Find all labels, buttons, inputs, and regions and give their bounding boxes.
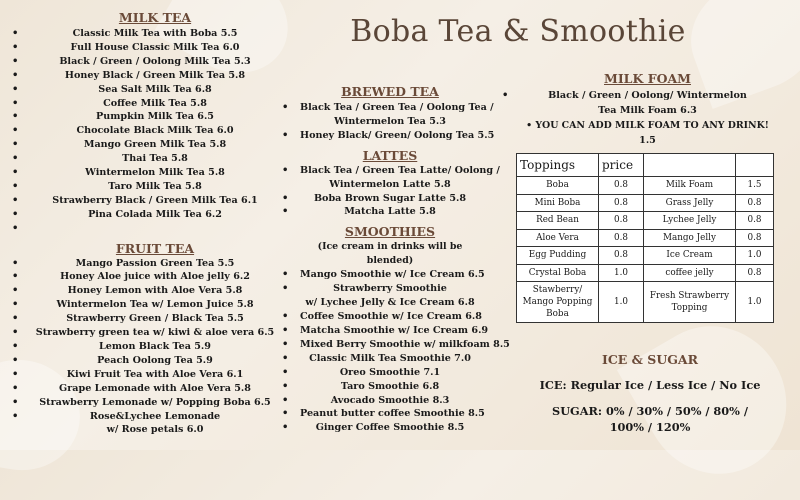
menu-item: • Honey Aloe juice with Aloe jelly 6.2 bbox=[30, 270, 280, 284]
menu-item: • Chocolate Black Milk Tea 6.0 bbox=[30, 124, 280, 138]
menu-item bbox=[300, 282, 480, 310]
topping-name bbox=[644, 282, 736, 323]
brewed-tea-list bbox=[300, 101, 495, 143]
menu-item: • Strawberry Green / Black Tea 5.5 bbox=[30, 312, 280, 326]
table-row bbox=[517, 212, 774, 230]
menu-item: • Matcha Smoothie w/ Ice Cream 6.9 bbox=[300, 324, 480, 338]
menu-item-line: Wintermelon Tea 5.3 bbox=[334, 115, 446, 127]
menu-item: • Wintermelon Tea w/ Lemon Juice 5.8 bbox=[30, 298, 280, 312]
milk-foam-section bbox=[520, 71, 775, 148]
topping-name: Mini Boba bbox=[517, 194, 599, 212]
petal-decoration bbox=[617, 300, 800, 500]
milk-foam-heading: MILK FOAM bbox=[604, 71, 691, 86]
menu-item: • Matcha Latte 5.8 bbox=[300, 205, 480, 219]
topping-name-line: Fresh Strawberry bbox=[649, 291, 730, 301]
topping-price: 0.8 bbox=[599, 177, 644, 195]
topping-name: coffee jelly bbox=[644, 264, 736, 282]
menu-item: • Classic Milk Tea Smoothie 7.0 bbox=[300, 352, 480, 366]
topping-name-line: Boba bbox=[546, 309, 569, 319]
menu-item: • Mixed Berry Smoothie w/ milkfoam 8.5 bbox=[300, 338, 480, 352]
menu-item: • Honey Black / Green Milk Tea 5.8 bbox=[30, 69, 280, 83]
menu-item: • Wintermelon Milk Tea 5.8 bbox=[30, 166, 280, 180]
table-row bbox=[517, 282, 774, 323]
lattes-list bbox=[300, 164, 500, 220]
toppings-header: Toppings bbox=[517, 154, 599, 177]
topping-price: 1.0 bbox=[736, 247, 774, 265]
menu-item: • Coffee Milk Tea 5.8 bbox=[30, 97, 280, 111]
milk-tea-list bbox=[30, 27, 280, 236]
topping-name: Boba bbox=[517, 177, 599, 195]
menu-item-line: Tea Milk Foam 6.3 bbox=[598, 104, 697, 116]
menu-item: • Strawberry Black / Green Milk Tea 6.1 bbox=[30, 194, 280, 208]
topping-price: 0.8 bbox=[736, 194, 774, 212]
smoothies-heading: SMOOTHIES bbox=[344, 224, 436, 240]
table-row bbox=[517, 194, 774, 212]
topping-name bbox=[517, 282, 599, 323]
table-row bbox=[517, 177, 774, 195]
topping-name: Ice Cream bbox=[644, 247, 736, 265]
menu-item: • Oreo Smoothie 7.1 bbox=[300, 366, 480, 380]
topping-name-line: Topping bbox=[671, 303, 708, 313]
topping-name: Egg Pudding bbox=[517, 247, 599, 265]
milk-foam-note: • YOU CAN ADD MILK FOAM TO ANY DRINK! bbox=[526, 120, 769, 131]
topping-name: Grass Jelly bbox=[644, 194, 736, 212]
topping-price: 1.0 bbox=[599, 264, 644, 282]
menu-item: • Peach Oolong Tea 5.9 bbox=[30, 354, 280, 368]
empty-header bbox=[736, 154, 774, 177]
menu-item-line: • Strawberry Smoothie bbox=[333, 283, 447, 295]
menu-item: • Ginger Coffee Smoothie 8.5 bbox=[300, 421, 480, 435]
lattes-heading: LATTES bbox=[362, 147, 418, 163]
menu-item-line: w/ Rose petals 6.0 bbox=[106, 424, 204, 436]
smoothies-list bbox=[300, 268, 510, 435]
menu-item: • Grape Lemonade with Aloe Vera 5.8 bbox=[30, 382, 280, 396]
menu-item: • Thai Tea 5.8 bbox=[30, 152, 280, 166]
topping-name: Crystal Boba bbox=[517, 264, 599, 282]
menu-item bbox=[30, 222, 280, 236]
menu-item: • Boba Brown Sugar Latte 5.8 bbox=[300, 192, 480, 206]
sugar-options-line2: 100% / 120% bbox=[609, 420, 691, 434]
table-row bbox=[517, 247, 774, 265]
menu-item: • Strawberry Lemonade w/ Popping Boba 6.5 bbox=[30, 396, 280, 410]
menu-item: • Sea Salt Milk Tea 6.8 bbox=[30, 83, 280, 97]
menu-item bbox=[30, 410, 280, 438]
topping-name: Lychee Jelly bbox=[644, 212, 736, 230]
left-column bbox=[30, 0, 280, 437]
ice-options: ICE: Regular Ice / Less Ice / No Ice bbox=[539, 378, 761, 392]
brewed-tea-heading: BREWED TEA bbox=[341, 84, 439, 99]
topping-price: 0.8 bbox=[599, 212, 644, 230]
smoothies-note: (Ice cream in drinks will be blended) bbox=[317, 241, 463, 267]
topping-price: 0.8 bbox=[736, 212, 774, 230]
menu-item bbox=[520, 89, 775, 118]
menu-item: • Mango Smoothie w/ Ice Cream 6.5 bbox=[300, 268, 480, 282]
topping-name: Milk Foam bbox=[644, 177, 736, 195]
price-header: price bbox=[599, 154, 644, 177]
topping-price: 1.5 bbox=[736, 177, 774, 195]
table-row bbox=[517, 229, 774, 247]
menu-item-line: • Black / Green / Oolong/ Wintermelon bbox=[548, 90, 747, 101]
menu-item: • Avocado Smoothie 8.3 bbox=[300, 394, 480, 408]
menu-item: • Peanut butter coffee Smoothie 8.5 bbox=[300, 407, 480, 421]
menu-item: • Strawberry green tea w/ kiwi & aloe vera 6.5 bbox=[30, 326, 280, 340]
milk-tea-heading: MILK TEA bbox=[118, 10, 192, 25]
empty-header bbox=[644, 154, 736, 177]
ice-sugar-heading: ICE & SUGAR bbox=[601, 352, 698, 367]
topping-price: 0.8 bbox=[599, 229, 644, 247]
topping-name: Red Bean bbox=[517, 212, 599, 230]
table-header-row bbox=[517, 154, 774, 177]
table-row bbox=[517, 264, 774, 282]
middle-column bbox=[300, 0, 510, 435]
menu-item: • Mango Passion Green Tea 5.5 bbox=[30, 257, 280, 271]
menu-item: • Coffee Smoothie w/ Ice Cream 6.8 bbox=[300, 310, 480, 324]
menu-item bbox=[300, 164, 500, 192]
menu-item: • Kiwi Fruit Tea with Aloe Vera 6.1 bbox=[30, 368, 280, 382]
topping-price: 1.0 bbox=[736, 282, 774, 323]
menu-item-line: Wintermelon Latte 5.8 bbox=[329, 178, 451, 190]
menu-item: • Taro Smoothie 6.8 bbox=[300, 380, 480, 394]
fruit-tea-list bbox=[30, 257, 280, 438]
menu-item: • Pina Colada Milk Tea 6.2 bbox=[30, 208, 280, 222]
menu-item: • Lemon Black Tea 5.9 bbox=[30, 340, 280, 354]
menu-item-line: • Black Tea / Green Tea Latte/ Oolong / bbox=[300, 164, 500, 176]
menu-item: • Pumpkin Milk Tea 6.5 bbox=[30, 110, 280, 124]
milk-foam-addon-price: 1.5 bbox=[639, 134, 656, 146]
topping-price: 0.8 bbox=[599, 194, 644, 212]
menu-item: • Classic Milk Tea with Boba 5.5 bbox=[30, 27, 280, 41]
menu-item-line: • Rose&Lychee Lemonade bbox=[89, 410, 221, 422]
menu-item: • Taro Milk Tea 5.8 bbox=[30, 180, 280, 194]
menu-item bbox=[300, 101, 494, 129]
menu-item-line: • Black Tea / Green Tea / Oolong Tea / bbox=[300, 102, 494, 113]
menu-item-line: w/ Lychee Jelly & Ice Cream 6.8 bbox=[305, 297, 475, 309]
topping-price: 0.8 bbox=[736, 229, 774, 247]
menu-item: • Black / Green / Oolong Milk Tea 5.3 bbox=[30, 55, 280, 69]
topping-name-line: Mango Popping bbox=[522, 297, 593, 307]
topping-price: 0.8 bbox=[736, 264, 774, 282]
page-title: Boba Tea & Smoothie bbox=[350, 14, 686, 49]
milk-foam-list bbox=[520, 89, 775, 118]
menu-item: • Honey Lemon with Aloe Vera 5.8 bbox=[30, 284, 280, 298]
topping-price: 0.8 bbox=[599, 247, 644, 265]
menu-item: • Full House Classic Milk Tea 6.0 bbox=[30, 41, 280, 55]
topping-price: 1.0 bbox=[599, 282, 644, 323]
topping-name-line: Stawberry/ bbox=[532, 285, 583, 295]
menu-item: • Honey Black/ Green/ Oolong Tea 5.5 bbox=[300, 129, 480, 143]
sugar-options-line1: SUGAR: 0% / 30% / 50% / 80% / bbox=[552, 404, 748, 418]
menu-item: • Mango Green Milk Tea 5.8 bbox=[30, 138, 280, 152]
topping-name: Mango Jelly bbox=[644, 229, 736, 247]
fruit-tea-heading: FRUIT TEA bbox=[115, 240, 195, 256]
toppings-table bbox=[516, 153, 774, 323]
topping-name: Aloe Vera bbox=[517, 229, 599, 247]
